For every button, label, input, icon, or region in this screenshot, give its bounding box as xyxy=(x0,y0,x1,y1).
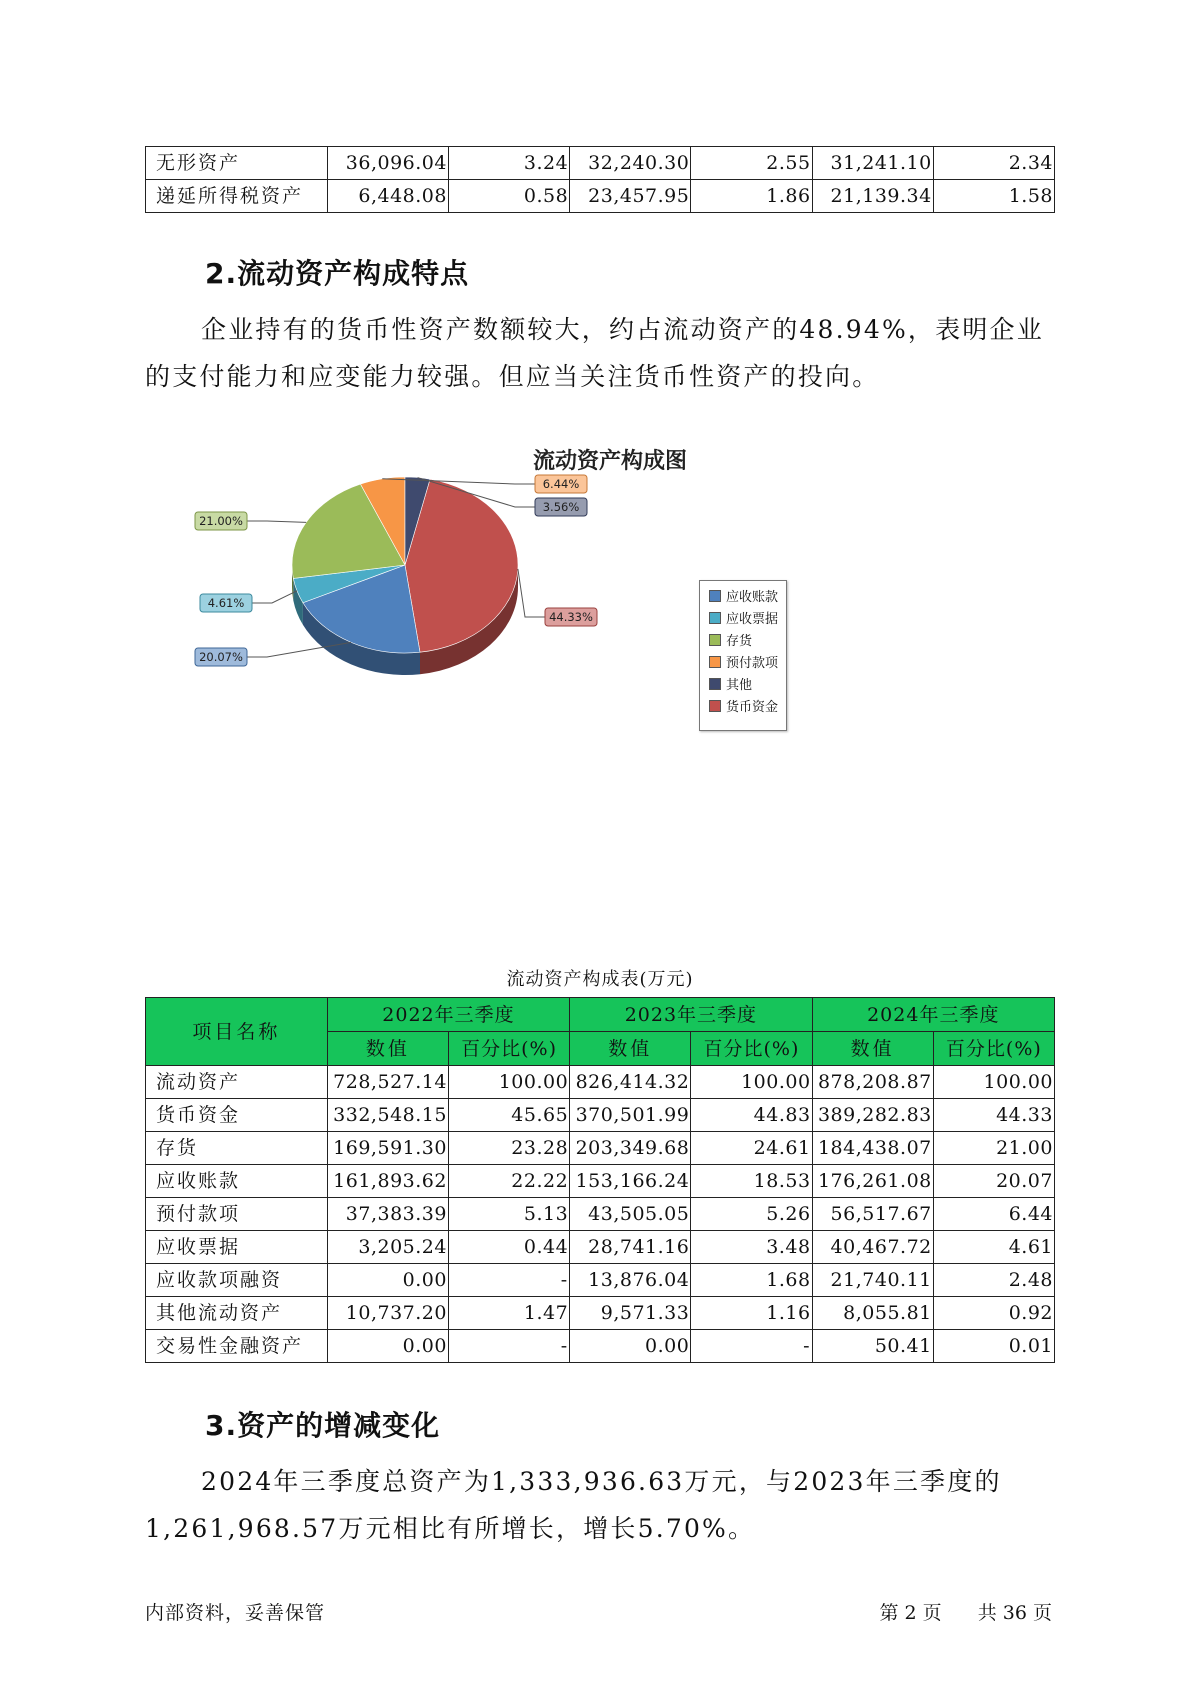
table-cell: 28,741.16 xyxy=(570,1231,691,1264)
legend-item xyxy=(709,589,778,607)
row-label: 应收款项融资 xyxy=(146,1264,328,1297)
table-cell: 44.83 xyxy=(691,1099,812,1132)
legend-item xyxy=(709,611,778,629)
table-cell: 184,438.07 xyxy=(812,1132,933,1165)
legend-swatch xyxy=(709,656,721,668)
row-label: 交易性金融资产 xyxy=(146,1330,328,1363)
table-cell: 161,893.62 xyxy=(327,1165,448,1198)
table-cell: 31,241.10 xyxy=(812,147,933,180)
legend-swatch xyxy=(709,612,721,624)
table-cell: 40,467.72 xyxy=(812,1231,933,1264)
table-cell: 1.16 xyxy=(691,1297,812,1330)
table-cell: 2.34 xyxy=(933,147,1054,180)
pie-data-label: 44.33% xyxy=(549,610,593,624)
table-cell: 6.44 xyxy=(933,1198,1054,1231)
header-item-name: 项目名称 xyxy=(146,998,328,1066)
table-cell: 56,517.67 xyxy=(812,1198,933,1231)
table-cell: 0.00 xyxy=(327,1264,448,1297)
table-cell: 3.24 xyxy=(448,147,569,180)
table-cell: 2.55 xyxy=(691,147,812,180)
table-cell: - xyxy=(448,1330,569,1363)
table-row xyxy=(146,1297,1055,1330)
table-cell: - xyxy=(448,1264,569,1297)
pie-leader-line xyxy=(518,569,545,617)
row-label: 应收账款 xyxy=(146,1165,328,1198)
table-cell: 44.33 xyxy=(933,1099,1054,1132)
pie-data-label: 4.61% xyxy=(207,596,245,610)
row-label: 存货 xyxy=(146,1132,328,1165)
header-value: 数值 xyxy=(327,1032,448,1066)
header-year-2022: 2022年三季度 xyxy=(327,998,569,1032)
table-cell: 100.00 xyxy=(933,1066,1054,1099)
table-caption: 流动资产构成表(万元) xyxy=(506,969,694,990)
legend-item xyxy=(709,699,778,717)
table-cell: 2.48 xyxy=(933,1264,1054,1297)
row-label: 货币资金 xyxy=(146,1099,328,1132)
page-num: 2 xyxy=(904,1602,917,1624)
section-heading-asset-change: 3.资产的增减变化 xyxy=(205,1409,441,1442)
pie-data-label: 20.07% xyxy=(199,650,243,664)
pie-leader-line xyxy=(247,521,306,522)
table-cell: 24.61 xyxy=(691,1132,812,1165)
table-cell: 5.13 xyxy=(448,1198,569,1231)
table-cell: 8,055.81 xyxy=(812,1297,933,1330)
table-cell: - xyxy=(691,1330,812,1363)
table-cell: 826,414.32 xyxy=(570,1066,691,1099)
table-row xyxy=(146,1099,1055,1132)
row-label: 应收票据 xyxy=(146,1231,328,1264)
total-num: 36 xyxy=(1002,1602,1027,1624)
legend-item xyxy=(709,633,752,651)
table-cell: 728,527.14 xyxy=(327,1066,448,1099)
table-cell: 3,205.24 xyxy=(327,1231,448,1264)
table-cell: 0.58 xyxy=(448,180,569,213)
table-cell: 23,457.95 xyxy=(570,180,691,213)
legend-label: 其他 xyxy=(726,678,753,693)
table-cell: 0.01 xyxy=(933,1330,1054,1363)
table-cell: 9,571.33 xyxy=(570,1297,691,1330)
table-cell: 45.65 xyxy=(448,1099,569,1132)
table-cell: 0.00 xyxy=(570,1330,691,1363)
table-cell: 389,282.83 xyxy=(812,1099,933,1132)
current-assets-table xyxy=(145,997,1055,1363)
table-row xyxy=(146,1066,1055,1099)
section-heading-current-assets: 2.流动资产构成特点 xyxy=(205,257,470,290)
table-cell: 0.92 xyxy=(933,1297,1054,1330)
legend-label: 存货 xyxy=(726,634,753,649)
table-cell: 13,876.04 xyxy=(570,1264,691,1297)
table-cell: 5.26 xyxy=(691,1198,812,1231)
header-year-2023: 2023年三季度 xyxy=(570,998,812,1032)
current-assets-paragraph: 企业持有的货币性资产数额较大，约占流动资产的48.94%，表明企业的支付能力和应变能力较强。但应当关注货币性资产的投向。 xyxy=(145,315,1044,391)
table-cell: 332,548.15 xyxy=(327,1099,448,1132)
pie-leader-line xyxy=(252,591,297,603)
table-cell: 0.00 xyxy=(327,1330,448,1363)
chart-title: 流动资产构成图 xyxy=(532,449,687,474)
table-row xyxy=(146,147,1055,180)
table-cell: 176,261.08 xyxy=(812,1165,933,1198)
table-cell: 1.47 xyxy=(448,1297,569,1330)
table-cell: 21,740.11 xyxy=(812,1264,933,1297)
table-cell: 21,139.34 xyxy=(812,180,933,213)
table-cell: 50.41 xyxy=(812,1330,933,1363)
table-cell: 0.44 xyxy=(448,1231,569,1264)
pie-data-label: 6.44% xyxy=(542,477,580,491)
table-cell: 6,448.08 xyxy=(327,180,448,213)
total-prefix: 共 xyxy=(977,1602,997,1624)
pie-chart xyxy=(190,477,650,710)
pie-data-label: 3.56% xyxy=(542,500,580,514)
row-label: 流动资产 xyxy=(146,1066,328,1099)
table-cell: 169,591.30 xyxy=(327,1132,448,1165)
table-cell: 153,166.24 xyxy=(570,1165,691,1198)
row-label: 递延所得税资产 xyxy=(146,180,328,213)
table-cell: 203,349.68 xyxy=(570,1132,691,1165)
asset-table-continued xyxy=(145,146,1055,213)
table-row xyxy=(146,1132,1055,1165)
table-cell: 43,505.05 xyxy=(570,1198,691,1231)
table-cell: 100.00 xyxy=(691,1066,812,1099)
table-cell: 22.22 xyxy=(448,1165,569,1198)
chart-legend xyxy=(699,580,787,731)
header-percent: 百分比(%) xyxy=(448,1032,569,1066)
pie-data-label: 21.00% xyxy=(199,514,243,528)
table-row xyxy=(146,1165,1055,1198)
header-percent: 百分比(%) xyxy=(691,1032,812,1066)
page-suffix: 页 xyxy=(922,1602,942,1624)
table-row xyxy=(146,1231,1055,1264)
table-row xyxy=(146,1330,1055,1363)
table-cell: 3.48 xyxy=(691,1231,812,1264)
legend-label: 货币资金 xyxy=(726,700,779,715)
table-cell: 4.61 xyxy=(933,1231,1054,1264)
table-cell: 1.68 xyxy=(691,1264,812,1297)
table-cell: 1.86 xyxy=(691,180,812,213)
table-cell: 100.00 xyxy=(448,1066,569,1099)
table-cell: 32,240.30 xyxy=(570,147,691,180)
row-label: 无形资产 xyxy=(146,147,328,180)
footer-page-number xyxy=(877,1598,1055,1625)
table-cell: 1.58 xyxy=(933,180,1054,213)
table-row xyxy=(146,180,1055,213)
table-cell: 20.07 xyxy=(933,1165,1054,1198)
table-cell: 18.53 xyxy=(691,1165,812,1198)
legend-item xyxy=(709,677,752,695)
footer-confidential: 内部资料，妥善保管 xyxy=(145,1602,326,1624)
legend-swatch xyxy=(709,634,721,646)
row-label: 预付款项 xyxy=(146,1198,328,1231)
table-cell: 10,737.20 xyxy=(327,1297,448,1330)
legend-swatch xyxy=(709,700,721,712)
header-value: 数值 xyxy=(812,1032,933,1066)
table-cell: 21.00 xyxy=(933,1132,1054,1165)
table-row xyxy=(146,1198,1055,1231)
header-year-2024: 2024年三季度 xyxy=(812,998,1054,1032)
legend-swatch xyxy=(709,590,721,602)
table-cell: 36,096.04 xyxy=(327,147,448,180)
header-percent: 百分比(%) xyxy=(933,1032,1054,1066)
row-label: 其他流动资产 xyxy=(146,1297,328,1330)
legend-item xyxy=(709,655,778,673)
legend-label: 应收票据 xyxy=(726,612,779,627)
page-prefix: 第 xyxy=(879,1602,899,1624)
table-cell: 23.28 xyxy=(448,1132,569,1165)
total-suffix: 页 xyxy=(1032,1602,1052,1624)
legend-label: 应收账款 xyxy=(726,590,779,605)
table-cell: 878,208.87 xyxy=(812,1066,933,1099)
header-value: 数值 xyxy=(570,1032,691,1066)
table-cell: 370,501.99 xyxy=(570,1099,691,1132)
asset-change-paragraph: 2024年三季度总资产为1,333,936.63万元，与2023年三季度的1,261,968.57万元相比有所增长，增长5.70%。 xyxy=(145,1467,1002,1543)
legend-swatch xyxy=(709,678,721,690)
table-cell: 37,383.39 xyxy=(327,1198,448,1231)
table-row xyxy=(146,1264,1055,1297)
legend-label: 预付款项 xyxy=(726,656,779,671)
